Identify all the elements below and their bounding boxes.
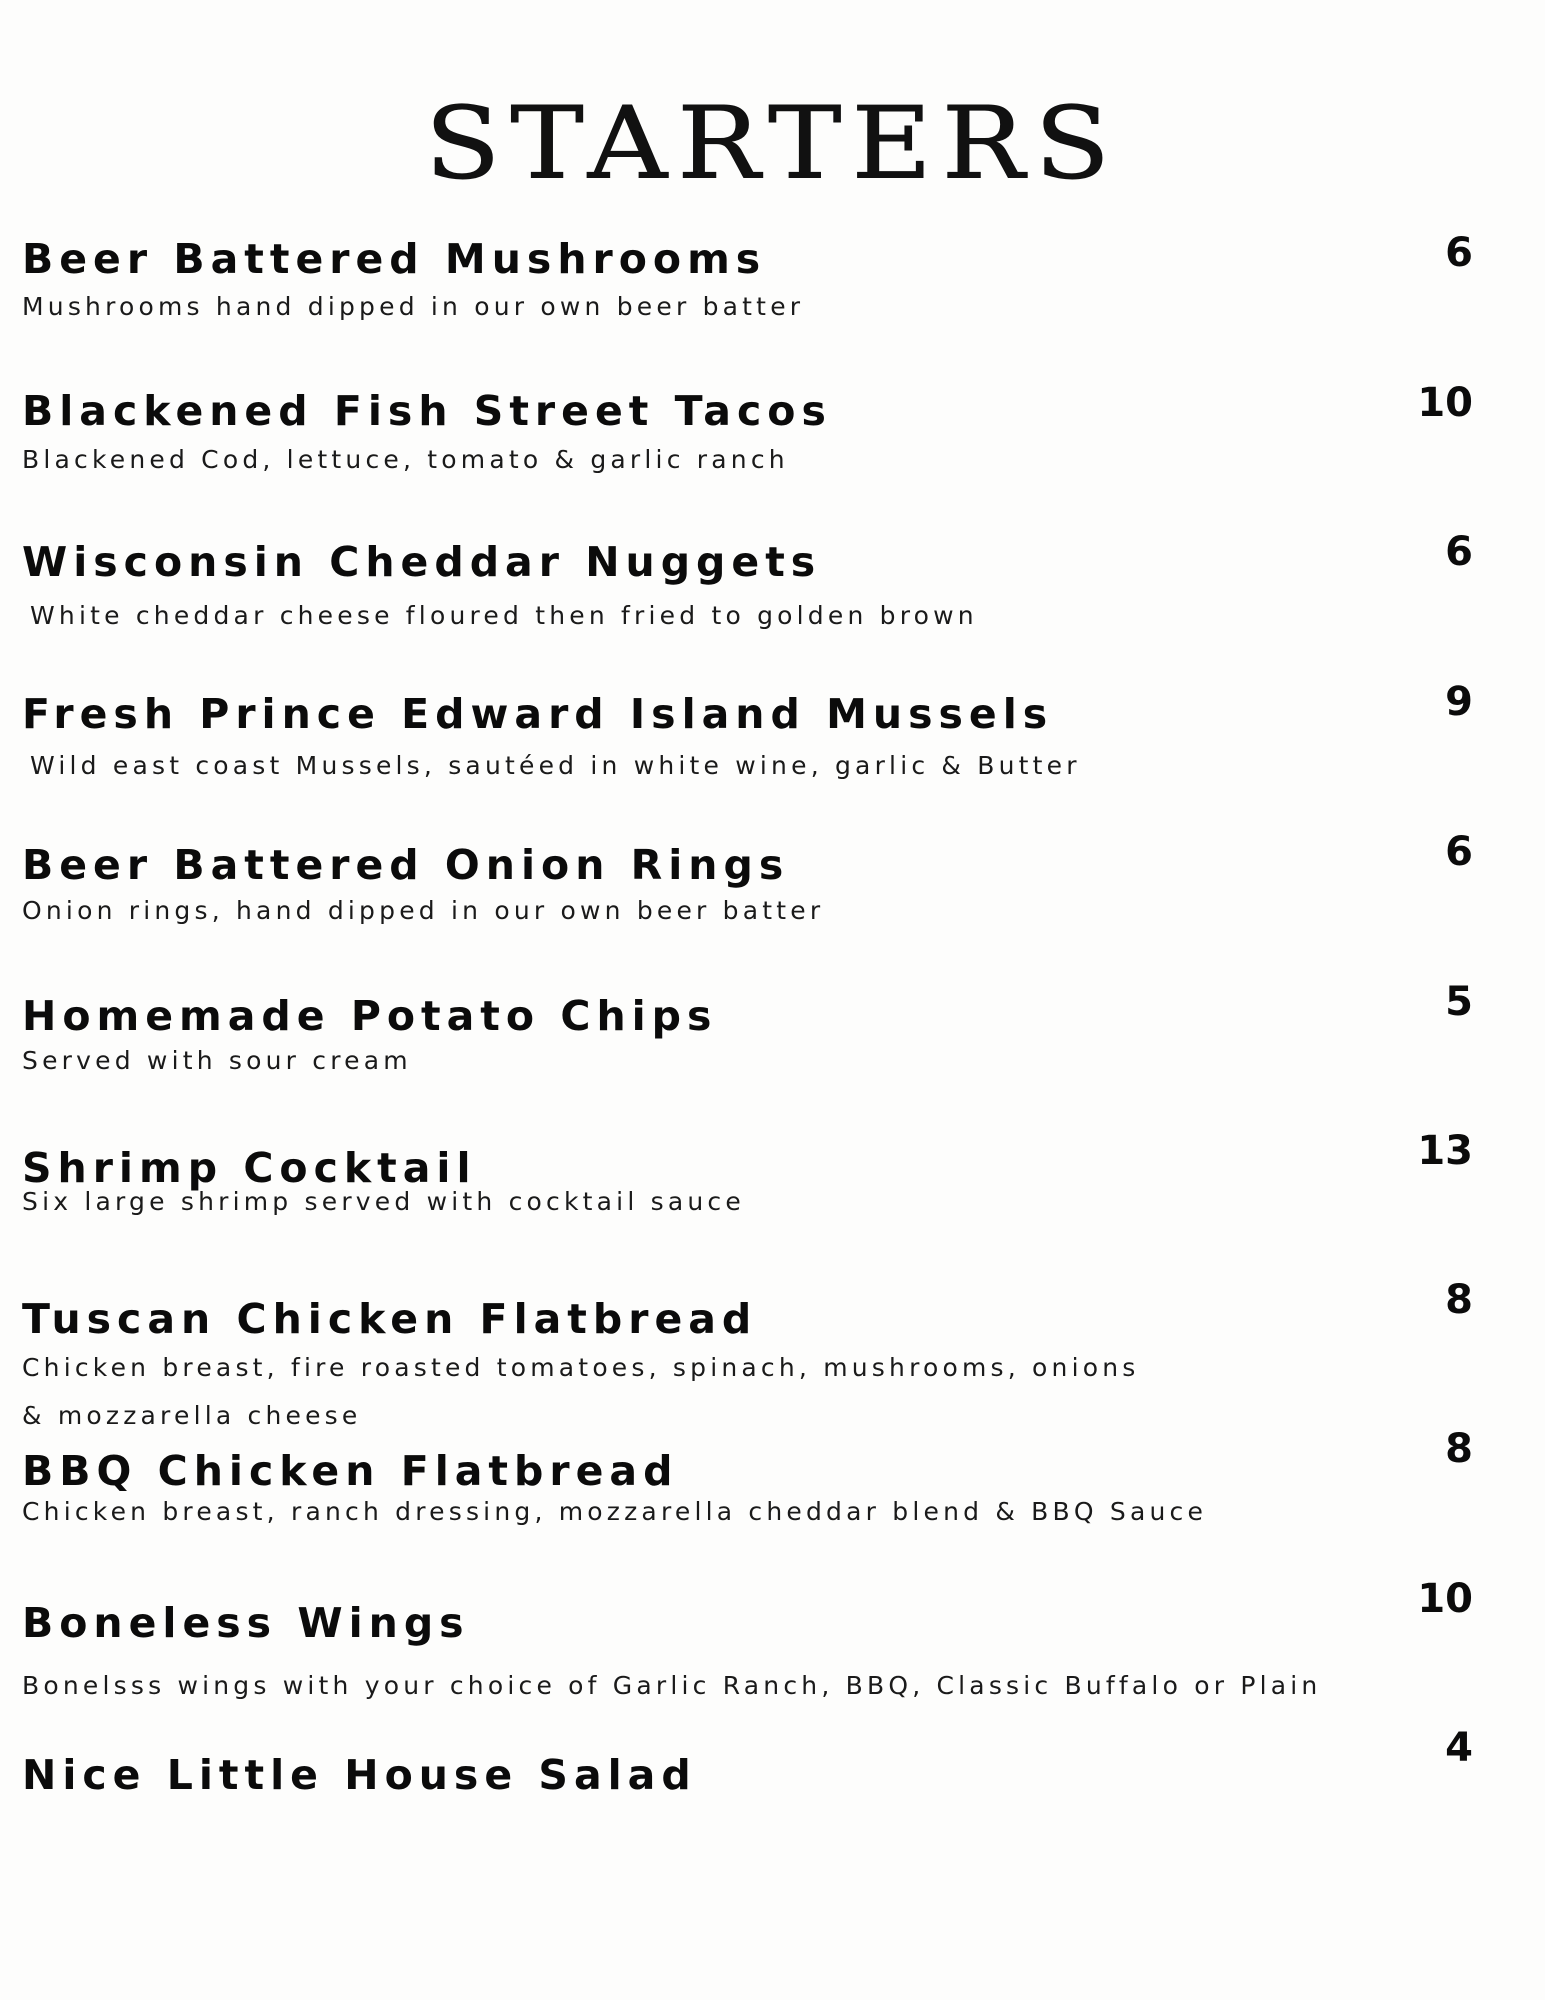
menu-item-description: Chicken breast, ranch dressing, mozzarella cheddar blend & BBQ Sauce	[22, 1497, 1208, 1526]
page-title: STARTERS	[425, 85, 1120, 202]
menu-item-price: 6	[1445, 529, 1473, 575]
menu-item-name: Beer Battered Mushrooms	[22, 235, 767, 283]
menu-item-price: 13	[1417, 1128, 1473, 1174]
menu-item-price: 6	[1445, 829, 1473, 875]
menu-item-name: Blackened Fish Street Tacos	[22, 387, 832, 435]
menu-item-description: Mushrooms hand dipped in our own beer batter	[22, 292, 805, 321]
menu-item-description: Bonelsss wings with your choice of Garlic Ranch, BBQ, Classic Buffalo or Plain	[22, 1671, 1322, 1700]
menu-item-name: Boneless Wings	[22, 1599, 470, 1647]
menu-item-description: Onion rings, hand dipped in our own beer batter	[22, 896, 825, 925]
menu-item-description-continued: & mozzarella cheese	[22, 1401, 362, 1430]
menu-item-price: 5	[1445, 979, 1473, 1025]
menu-item-name: Fresh Prince Edward Island Mussels	[22, 690, 1054, 738]
menu-item-price: 4	[1445, 1725, 1473, 1771]
menu-item-name: Tuscan Chicken Flatbread	[22, 1295, 758, 1343]
menu-item-price: 8	[1445, 1426, 1473, 1472]
menu-item-price: 8	[1445, 1277, 1473, 1323]
menu-item-name: Beer Battered Onion Rings	[22, 841, 790, 889]
menu-item-description: Six large shrimp served with cocktail sauce	[22, 1187, 745, 1216]
menu-item-name: Homemade Potato Chips	[22, 992, 718, 1040]
menu-item-description: Blackened Cod, lettuce, tomato & garlic ranch	[22, 445, 789, 474]
menu-item-price: 10	[1417, 1576, 1473, 1622]
menu-item-description: Chicken breast, fire roasted tomatoes, spinach, mushrooms, onions	[22, 1353, 1140, 1382]
menu-item-name: BBQ Chicken Flatbread	[22, 1447, 679, 1495]
menu-item-description: Served with sour cream	[22, 1046, 412, 1075]
menu-item-price: 6	[1445, 230, 1473, 276]
menu-item-name: Shrimp Cocktail	[22, 1144, 477, 1192]
menu-item-price: 10	[1417, 380, 1473, 426]
menu-item-description: Wild east coast Mussels, sautéed in white wine, garlic & Butter	[30, 751, 1081, 780]
menu-item-name: Nice Little House Salad	[22, 1751, 697, 1799]
menu-item-description: White cheddar cheese floured then fried to golden brown	[30, 601, 978, 630]
menu-item-name: Wisconsin Cheddar Nuggets	[22, 538, 822, 586]
menu-item-price: 9	[1445, 679, 1473, 725]
